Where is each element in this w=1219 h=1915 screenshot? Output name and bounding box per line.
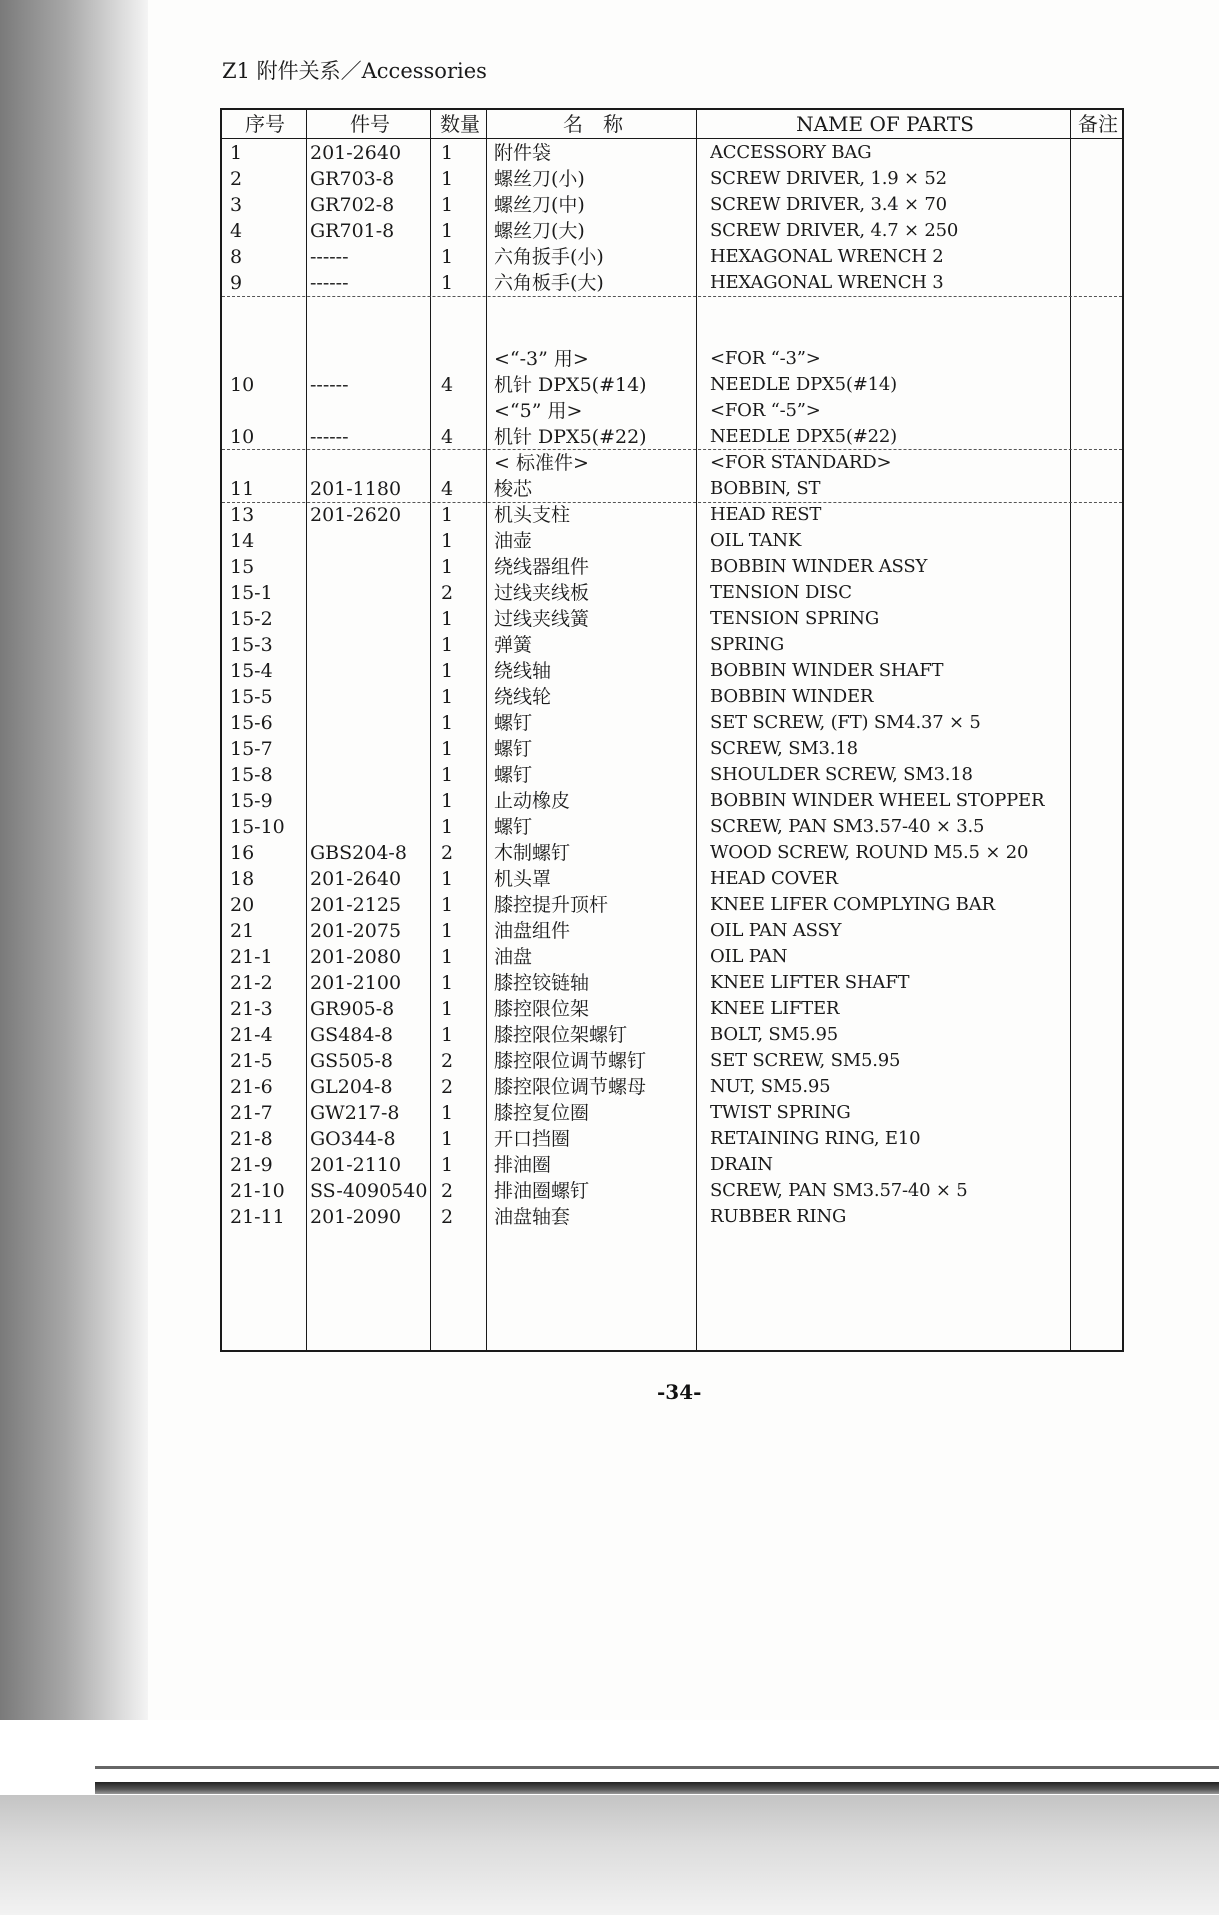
col-header-remark: 备注 xyxy=(1078,112,1118,136)
row-number: 2 xyxy=(230,168,243,190)
quantity: 1 xyxy=(440,530,454,552)
row-number: 15-1 xyxy=(230,582,273,604)
part-name-cn: 油盘轴套 xyxy=(494,1206,571,1228)
part-code xyxy=(310,788,432,814)
page-number: -34- xyxy=(657,1380,702,1404)
part-name-cn: 螺钉 xyxy=(494,764,533,786)
part-name-cn: 膝控限位调节螺钉 xyxy=(494,1050,647,1072)
quantity: 1 xyxy=(440,556,454,578)
row-number: 21-7 xyxy=(230,1102,273,1124)
remark xyxy=(1082,1022,1122,1048)
part-name-cn: 绕线器组件 xyxy=(494,556,590,578)
quantity: 1 xyxy=(440,738,454,760)
part-name-cn: 过线夹线板 xyxy=(494,582,590,604)
row-number: 8 xyxy=(230,246,243,268)
part-name-cn: 附件袋 xyxy=(494,142,552,164)
row-number: 15-2 xyxy=(230,608,273,630)
quantity: 1 xyxy=(440,272,454,294)
remark xyxy=(1082,346,1122,372)
remark xyxy=(1082,270,1122,296)
part-name-en: RETAINING RING, E10 xyxy=(710,1128,921,1149)
row-number: 11 xyxy=(230,478,255,500)
quantity: 1 xyxy=(440,764,454,786)
quantity xyxy=(432,398,462,424)
row-number: 21-9 xyxy=(230,1154,273,1176)
quantity: 4 xyxy=(440,374,454,396)
quantity: 1 xyxy=(440,894,454,916)
remark xyxy=(1082,944,1122,970)
row-number: 15-10 xyxy=(230,816,285,838)
part-name-en: SCREW DRIVER, 4.7 × 250 xyxy=(710,220,959,241)
remark xyxy=(1082,372,1122,398)
part-name-en: SCREW, PAN SM3.57-40 × 5 xyxy=(710,1180,968,1201)
quantity: 1 xyxy=(440,816,454,838)
row-number: 1 xyxy=(230,142,243,164)
remark xyxy=(1082,528,1122,554)
remark xyxy=(1082,1178,1122,1204)
part-code: 201-2075 xyxy=(310,920,402,942)
row-number: 21-5 xyxy=(230,1050,273,1072)
part-name-en: <FOR “-3”> xyxy=(710,348,821,369)
row-number: 21-4 xyxy=(230,1024,273,1046)
part-name-en: TENSION DISC xyxy=(710,582,852,603)
part-code: GL204-8 xyxy=(310,1076,393,1098)
part-name-en: OIL PAN xyxy=(710,946,788,967)
row-number: 15-3 xyxy=(230,634,273,656)
part-name-cn: <“5” 用> xyxy=(494,400,583,422)
quantity xyxy=(432,450,462,476)
part-code: SS-4090540 xyxy=(310,1180,428,1202)
part-name-cn: 机针 DPX5(#22) xyxy=(494,426,647,448)
part-code xyxy=(310,554,432,580)
part-name-en: SHOULDER SCREW, SM3.18 xyxy=(710,764,973,785)
part-name-cn: 排油圈 xyxy=(494,1154,552,1176)
remark xyxy=(1082,218,1122,244)
remark xyxy=(1082,424,1122,450)
row-number: 21-3 xyxy=(230,998,273,1020)
remark xyxy=(1082,476,1122,502)
part-name-en: <FOR STANDARD> xyxy=(710,452,892,473)
part-name-en: KNEE LIFTER xyxy=(710,998,840,1019)
quantity: 1 xyxy=(440,634,454,656)
remark xyxy=(1082,736,1122,762)
row-number: 15-9 xyxy=(230,790,273,812)
row-number xyxy=(230,398,306,424)
part-name-cn: 绕线轮 xyxy=(494,686,552,708)
part-name-en: SET SCREW, SM5.95 xyxy=(710,1050,901,1071)
quantity: 2 xyxy=(440,842,454,864)
row-number xyxy=(230,346,306,372)
part-code: GS484-8 xyxy=(310,1024,393,1046)
remark xyxy=(1082,918,1122,944)
part-code: ------ xyxy=(310,246,349,268)
row-number: 21-2 xyxy=(230,972,273,994)
part-name-en: DRAIN xyxy=(710,1154,773,1175)
page-edge-line xyxy=(95,1766,1219,1769)
page-title: Z1 附件关系／Accessories xyxy=(222,59,487,83)
row-number xyxy=(230,450,306,476)
part-name-cn: 排油圈螺钉 xyxy=(494,1180,590,1202)
row-number: 21-10 xyxy=(230,1180,285,1202)
row-number: 16 xyxy=(230,842,255,864)
remark xyxy=(1082,166,1122,192)
part-name-en: OIL PAN ASSY xyxy=(710,920,842,941)
part-code: 201-2080 xyxy=(310,946,402,968)
part-name-en: BOBBIN, ST xyxy=(710,478,821,499)
remark xyxy=(1082,140,1122,166)
quantity: 1 xyxy=(440,168,454,190)
scan-shadow-left xyxy=(0,0,148,1720)
section-divider xyxy=(222,296,1122,297)
part-code: 201-2090 xyxy=(310,1206,402,1228)
quantity xyxy=(432,346,462,372)
remark xyxy=(1082,788,1122,814)
row-number: 15-4 xyxy=(230,660,273,682)
quantity: 2 xyxy=(440,582,454,604)
quantity: 1 xyxy=(440,712,454,734)
row-number: 21-8 xyxy=(230,1128,273,1150)
remark xyxy=(1082,814,1122,840)
row-number: 4 xyxy=(230,220,243,242)
part-name-en: RUBBER RING xyxy=(710,1206,847,1227)
part-name-en: KNEE LIFER COMPLYING BAR xyxy=(710,894,995,915)
row-number: 15-7 xyxy=(230,738,273,760)
part-name-cn: 螺钉 xyxy=(494,816,533,838)
quantity: 2 xyxy=(440,1180,454,1202)
scan-shadow-bottom xyxy=(0,1795,1219,1915)
part-name-cn: 绕线轴 xyxy=(494,660,552,682)
remark xyxy=(1082,502,1122,528)
part-name-en: TWIST SPRING xyxy=(710,1102,851,1123)
quantity: 1 xyxy=(440,504,454,526)
part-code xyxy=(310,450,432,476)
part-code xyxy=(310,580,432,606)
part-name-cn: 止动橡皮 xyxy=(494,790,571,812)
remark xyxy=(1082,1204,1122,1230)
remark xyxy=(1082,1126,1122,1152)
part-name-cn: 开口挡圈 xyxy=(494,1128,571,1150)
part-name-cn: 螺钉 xyxy=(494,738,533,760)
quantity: 1 xyxy=(440,868,454,890)
part-code: 201-2640 xyxy=(310,868,402,890)
row-number: 14 xyxy=(230,530,255,552)
quantity: 1 xyxy=(440,194,454,216)
quantity: 1 xyxy=(440,142,454,164)
remark xyxy=(1082,840,1122,866)
binding-edge xyxy=(95,1782,1219,1794)
part-name-cn: 油盘组件 xyxy=(494,920,571,942)
remark xyxy=(1082,606,1122,632)
remark xyxy=(1082,192,1122,218)
part-name-en: BOBBIN WINDER SHAFT xyxy=(710,660,944,681)
part-code: GR703-8 xyxy=(310,168,395,190)
remark xyxy=(1082,866,1122,892)
quantity: 2 xyxy=(440,1050,454,1072)
quantity: 1 xyxy=(440,220,454,242)
part-name-en: SET SCREW, (FT) SM4.37 × 5 xyxy=(710,712,981,733)
row-number: 15-8 xyxy=(230,764,273,786)
part-name-cn: 螺丝刀(中) xyxy=(494,194,585,216)
part-name-en: <FOR “-5”> xyxy=(710,400,821,421)
remark xyxy=(1082,580,1122,606)
row-number: 15 xyxy=(230,556,255,578)
part-name-en: SCREW, PAN SM3.57-40 × 3.5 xyxy=(710,816,985,837)
row-number: 21-6 xyxy=(230,1076,273,1098)
part-name-en: HEXAGONAL WRENCH 3 xyxy=(710,272,944,293)
part-name-cn: 机针 DPX5(#14) xyxy=(494,374,647,396)
part-name-cn: 木制螺钉 xyxy=(494,842,571,864)
part-code: ------ xyxy=(310,272,349,294)
part-code xyxy=(310,528,432,554)
part-code xyxy=(310,710,432,736)
part-code: GR701-8 xyxy=(310,220,395,242)
part-name-en: NEEDLE DPX5(#22) xyxy=(710,426,897,447)
part-code: GR702-8 xyxy=(310,194,395,216)
part-name-cn: 膝控复位圈 xyxy=(494,1102,590,1124)
part-name-cn: 膝控限位架 xyxy=(494,998,590,1020)
part-name-cn: 六角扳手(小) xyxy=(494,246,604,268)
part-name-en: BOBBIN WINDER WHEEL STOPPER xyxy=(710,790,1045,811)
part-name-en: HEAD REST xyxy=(710,504,822,525)
part-code: 201-2100 xyxy=(310,972,402,994)
part-code: 201-1180 xyxy=(310,478,402,500)
part-name-cn: 膝控提升顶杆 xyxy=(494,894,609,916)
col-header-name-en: NAME OF PARTS xyxy=(796,112,974,136)
part-code: GS505-8 xyxy=(310,1050,393,1072)
quantity: 4 xyxy=(440,478,454,500)
quantity: 4 xyxy=(440,426,454,448)
part-name-en: WOOD SCREW, ROUND M5.5 × 20 xyxy=(710,842,1029,863)
part-name-en: NEEDLE DPX5(#14) xyxy=(710,374,897,395)
row-number: 3 xyxy=(230,194,243,216)
col-header-no: 序号 xyxy=(245,112,285,136)
quantity: 1 xyxy=(440,246,454,268)
part-code: GO344-8 xyxy=(310,1128,396,1150)
remark xyxy=(1082,658,1122,684)
remark xyxy=(1082,244,1122,270)
row-number: 21-1 xyxy=(230,946,273,968)
part-name-cn: 螺丝刀(小) xyxy=(494,168,585,190)
part-code xyxy=(310,632,432,658)
part-name-en: BOLT, SM5.95 xyxy=(710,1024,839,1045)
part-code: GW217-8 xyxy=(310,1102,400,1124)
part-code xyxy=(310,398,432,424)
part-name-cn: 油壶 xyxy=(494,530,533,552)
remark xyxy=(1082,1074,1122,1100)
row-number: 10 xyxy=(230,426,255,448)
part-name-cn: 弹簧 xyxy=(494,634,533,656)
row-number: 15-6 xyxy=(230,712,273,734)
col-header-part-code: 件号 xyxy=(350,112,390,136)
part-name-cn: 膝控铰链轴 xyxy=(494,972,590,994)
part-code: ------ xyxy=(310,374,349,396)
quantity: 1 xyxy=(440,946,454,968)
row-number: 18 xyxy=(230,868,255,890)
part-name-en: KNEE LIFTER SHAFT xyxy=(710,972,910,993)
part-name-cn: 膝控限位调节螺母 xyxy=(494,1076,647,1098)
part-code xyxy=(310,658,432,684)
row-number: 21-11 xyxy=(230,1206,285,1228)
quantity: 1 xyxy=(440,972,454,994)
part-code: 201-2620 xyxy=(310,504,402,526)
part-name-en: SPRING xyxy=(710,634,785,655)
remark xyxy=(1082,398,1122,424)
part-code xyxy=(310,814,432,840)
remark xyxy=(1082,892,1122,918)
col-header-quantity: 数量 xyxy=(440,112,480,136)
remark xyxy=(1082,996,1122,1022)
part-code: 201-2110 xyxy=(310,1154,402,1176)
quantity: 1 xyxy=(440,790,454,812)
part-code xyxy=(310,736,432,762)
quantity: 1 xyxy=(440,920,454,942)
remark xyxy=(1082,1048,1122,1074)
part-code: GBS204-8 xyxy=(310,842,407,864)
row-number: 21 xyxy=(230,920,255,942)
part-name-cn: 螺钉 xyxy=(494,712,533,734)
remark xyxy=(1082,684,1122,710)
part-name-en: NUT, SM5.95 xyxy=(710,1076,831,1097)
part-code xyxy=(310,346,432,372)
remark xyxy=(1082,710,1122,736)
quantity: 1 xyxy=(440,608,454,630)
quantity: 1 xyxy=(440,1024,454,1046)
part-name-en: SCREW, SM3.18 xyxy=(710,738,858,759)
quantity: 1 xyxy=(440,998,454,1020)
remark xyxy=(1082,450,1122,476)
part-name-en: SCREW DRIVER, 1.9 × 52 xyxy=(710,168,947,189)
quantity: 2 xyxy=(440,1076,454,1098)
quantity: 1 xyxy=(440,1102,454,1124)
part-code xyxy=(310,684,432,710)
part-name-en: BOBBIN WINDER ASSY xyxy=(710,556,928,577)
row-number: 15-5 xyxy=(230,686,273,708)
col-header-name-cn: 名 称 xyxy=(563,112,623,136)
part-name-en: HEAD COVER xyxy=(710,868,838,889)
part-name-en: BOBBIN WINDER xyxy=(710,686,874,707)
part-name-cn: 梭芯 xyxy=(494,478,533,500)
part-name-cn: <“-3” 用> xyxy=(494,348,589,370)
part-name-cn: < 标准件> xyxy=(494,452,589,474)
part-name-cn: 油盘 xyxy=(494,946,533,968)
part-code xyxy=(310,762,432,788)
part-name-cn: 六角板手(大) xyxy=(494,272,604,294)
remark xyxy=(1082,554,1122,580)
remark xyxy=(1082,1152,1122,1178)
remark xyxy=(1082,1100,1122,1126)
part-code: ------ xyxy=(310,426,349,448)
row-number: 9 xyxy=(230,272,243,294)
quantity: 2 xyxy=(440,1206,454,1228)
part-code: GR905-8 xyxy=(310,998,395,1020)
quantity: 1 xyxy=(440,660,454,682)
part-name-cn: 螺丝刀(大) xyxy=(494,220,585,242)
part-code: 201-2640 xyxy=(310,142,402,164)
remark xyxy=(1082,762,1122,788)
remark xyxy=(1082,970,1122,996)
quantity: 1 xyxy=(440,1154,454,1176)
part-name-cn: 机头罩 xyxy=(494,868,552,890)
part-name-cn: 机头支柱 xyxy=(494,504,571,526)
part-name-en: TENSION SPRING xyxy=(710,608,879,629)
row-number: 20 xyxy=(230,894,255,916)
quantity: 1 xyxy=(440,686,454,708)
row-number: 10 xyxy=(230,374,255,396)
part-name-cn: 膝控限位架螺钉 xyxy=(494,1024,628,1046)
part-name-en: SCREW DRIVER, 3.4 × 70 xyxy=(710,194,947,215)
parts-table xyxy=(220,108,1124,1352)
part-name-en: OIL TANK xyxy=(710,530,802,551)
part-code xyxy=(310,606,432,632)
part-code: 201-2125 xyxy=(310,894,402,916)
remark xyxy=(1082,632,1122,658)
quantity: 1 xyxy=(440,1128,454,1150)
row-number: 13 xyxy=(230,504,255,526)
part-name-cn: 过线夹线簧 xyxy=(494,608,590,630)
header-rule xyxy=(222,138,1122,139)
part-name-en: HEXAGONAL WRENCH 2 xyxy=(710,246,944,267)
part-name-en: ACCESSORY BAG xyxy=(710,142,872,163)
